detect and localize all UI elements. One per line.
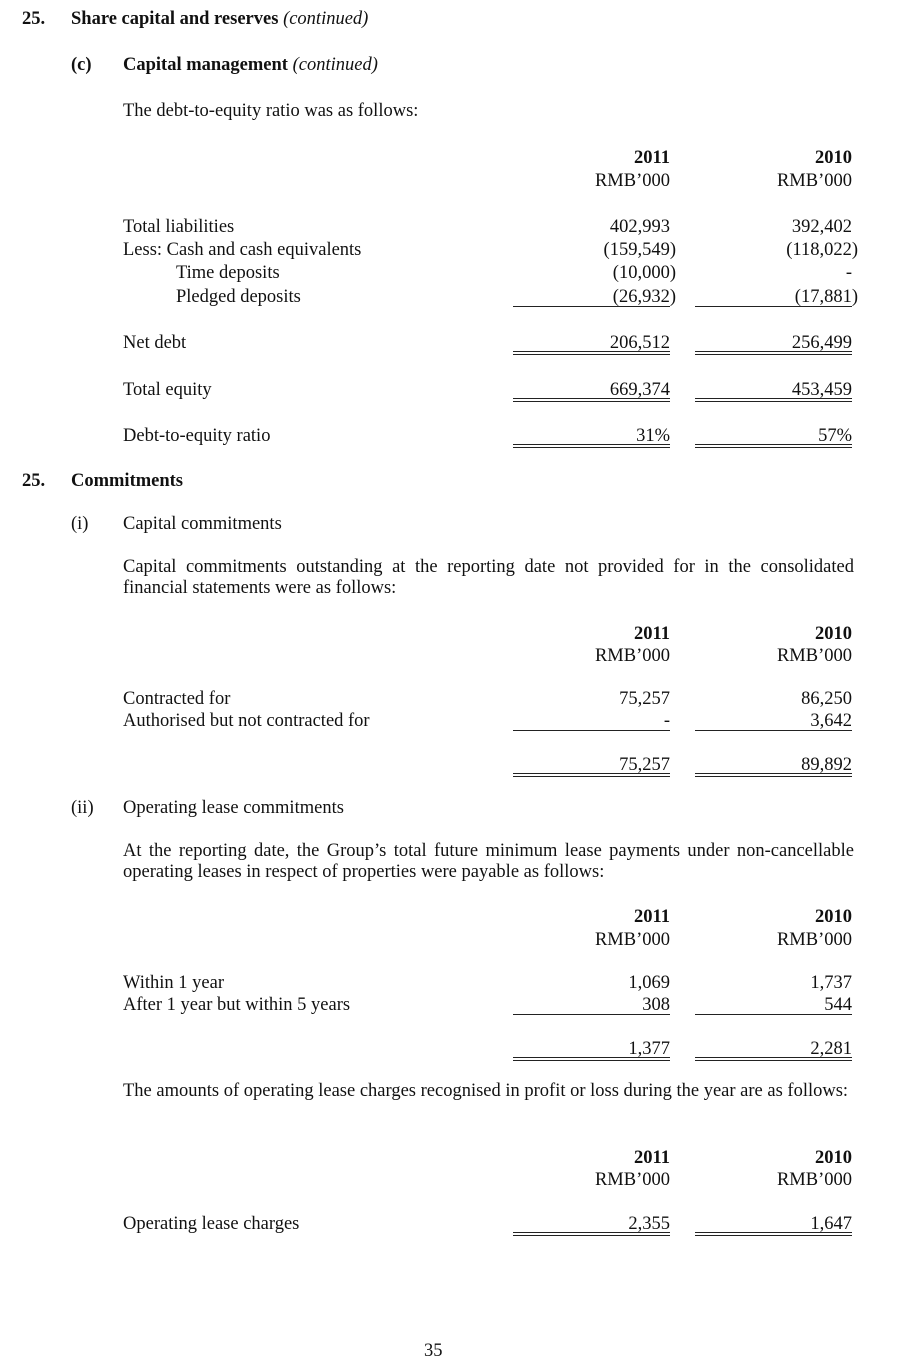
total-double-rule (513, 1232, 670, 1236)
section-number: 25. (22, 471, 46, 491)
col-header-year-2011: 2011 (634, 624, 670, 644)
total-double-rule (513, 444, 670, 448)
subtotal-rule (513, 306, 670, 307)
total-value-2011: 1,377 (628, 1039, 670, 1059)
col-header-year-2010: 2010 (815, 624, 852, 644)
col-header-unit: RMB’000 (776, 930, 852, 950)
col-header-unit: RMB’000 (594, 1170, 670, 1190)
value-2010: 1,737 (810, 973, 852, 993)
row-label: Debt-to-equity ratio (123, 426, 271, 446)
paragraph: The amounts of operating lease charges recognised in profit or loss during the year are as follows: (123, 1081, 849, 1101)
col-header-year-2011: 2011 (634, 1148, 670, 1168)
section-title-text: Share capital and reserves (71, 9, 279, 29)
col-header-unit: RMB’000 (594, 171, 670, 191)
value-2010: (17,881) (794, 287, 858, 307)
col-header-unit: RMB’000 (594, 930, 670, 950)
row-label: After 1 year but within 5 years (123, 995, 351, 1015)
subsection-label: (c) (71, 55, 92, 75)
row-label: Operating lease charges (123, 1214, 300, 1234)
row-label: Pledged deposits (176, 287, 301, 307)
subsection-label: (i) (71, 514, 89, 534)
col-header-unit: RMB’000 (776, 171, 852, 191)
subsection-title-text: Capital management (123, 55, 288, 75)
total-double-rule (513, 773, 670, 777)
value-2011: 31% (636, 426, 670, 446)
total-double-rule (695, 1057, 852, 1061)
value-2010: 3,642 (810, 711, 852, 731)
value-2010: (118,022) (786, 240, 858, 260)
total-value-2010: 2,281 (810, 1039, 852, 1059)
section-number: 25. (22, 9, 46, 29)
value-2011: 2,355 (628, 1214, 670, 1234)
total-double-rule (695, 1232, 852, 1236)
subsection-title (123, 54, 378, 76)
subsection-title-suffix: (continued) (292, 55, 378, 75)
row-label: Less: Cash and cash equivalents (123, 240, 362, 260)
value-2011: 1,069 (628, 973, 670, 993)
total-value-2011: 75,257 (619, 755, 670, 775)
total-double-rule (695, 773, 852, 777)
value-2010: 453,459 (791, 380, 852, 400)
subtotal-rule (695, 306, 852, 307)
row-label: Net debt (123, 333, 187, 353)
subtotal-rule (695, 730, 852, 731)
total-double-rule (513, 1057, 670, 1061)
subtotal-rule (513, 730, 670, 731)
intro-text: The debt-to-equity ratio was as follows: (123, 101, 419, 121)
value-2011: 308 (642, 995, 670, 1015)
total-double-rule (695, 398, 852, 402)
col-header-unit: RMB’000 (776, 646, 852, 666)
subsection-title: Capital commitments (123, 514, 282, 534)
row-label: Total liabilities (123, 217, 235, 237)
subsection-label: (ii) (71, 798, 94, 818)
page-number: 35 (424, 1341, 443, 1361)
total-double-rule (513, 351, 670, 355)
value-2010: 86,250 (801, 689, 852, 709)
col-header-year-2010: 2010 (815, 148, 852, 168)
subtotal-rule (695, 1014, 852, 1015)
total-double-rule (695, 444, 852, 448)
row-label: Total equity (123, 380, 212, 400)
value-2011: - (663, 711, 670, 731)
value-2010: 1,647 (810, 1214, 852, 1234)
col-header-unit: RMB’000 (594, 646, 670, 666)
row-label: Within 1 year (123, 973, 224, 993)
value-2010: 256,499 (791, 333, 852, 353)
paragraph: Capital commitments outstanding at the reporting date not provided for in the consolidated financial statements were as follows: (123, 557, 854, 598)
row-label: Authorised but not contracted for (123, 711, 370, 731)
paragraph: At the reporting date, the Group’s total future minimum lease payments under non-cancellable operating leases in respect of properties were payable as follows: (123, 841, 854, 882)
col-header-year-2010: 2010 (815, 907, 852, 927)
value-2010: 57% (818, 426, 852, 446)
subtotal-rule (513, 1014, 670, 1015)
section-title-suffix: (continued) (283, 9, 369, 29)
total-double-rule (513, 398, 670, 402)
value-2010: 392,402 (791, 217, 852, 237)
section-title (71, 8, 368, 30)
value-2011: (159,549) (603, 240, 676, 260)
row-label: Time deposits (176, 263, 280, 283)
row-label: Contracted for (123, 689, 231, 709)
col-header-unit: RMB’000 (776, 1170, 852, 1190)
value-2011: 75,257 (619, 689, 670, 709)
value-2010: - (845, 263, 852, 283)
col-header-year-2010: 2010 (815, 1148, 852, 1168)
value-2010: 544 (824, 995, 852, 1015)
value-2011: 669,374 (609, 380, 670, 400)
total-double-rule (695, 351, 852, 355)
value-2011: 402,993 (609, 217, 670, 237)
col-header-year-2011: 2011 (634, 148, 670, 168)
value-2011: (10,000) (612, 263, 676, 283)
value-2011: 206,512 (609, 333, 670, 353)
col-header-year-2011: 2011 (634, 907, 670, 927)
subsection-title: Operating lease commitments (123, 798, 344, 818)
section-title: Commitments (71, 471, 184, 491)
total-value-2010: 89,892 (801, 755, 852, 775)
value-2011: (26,932) (612, 287, 676, 307)
